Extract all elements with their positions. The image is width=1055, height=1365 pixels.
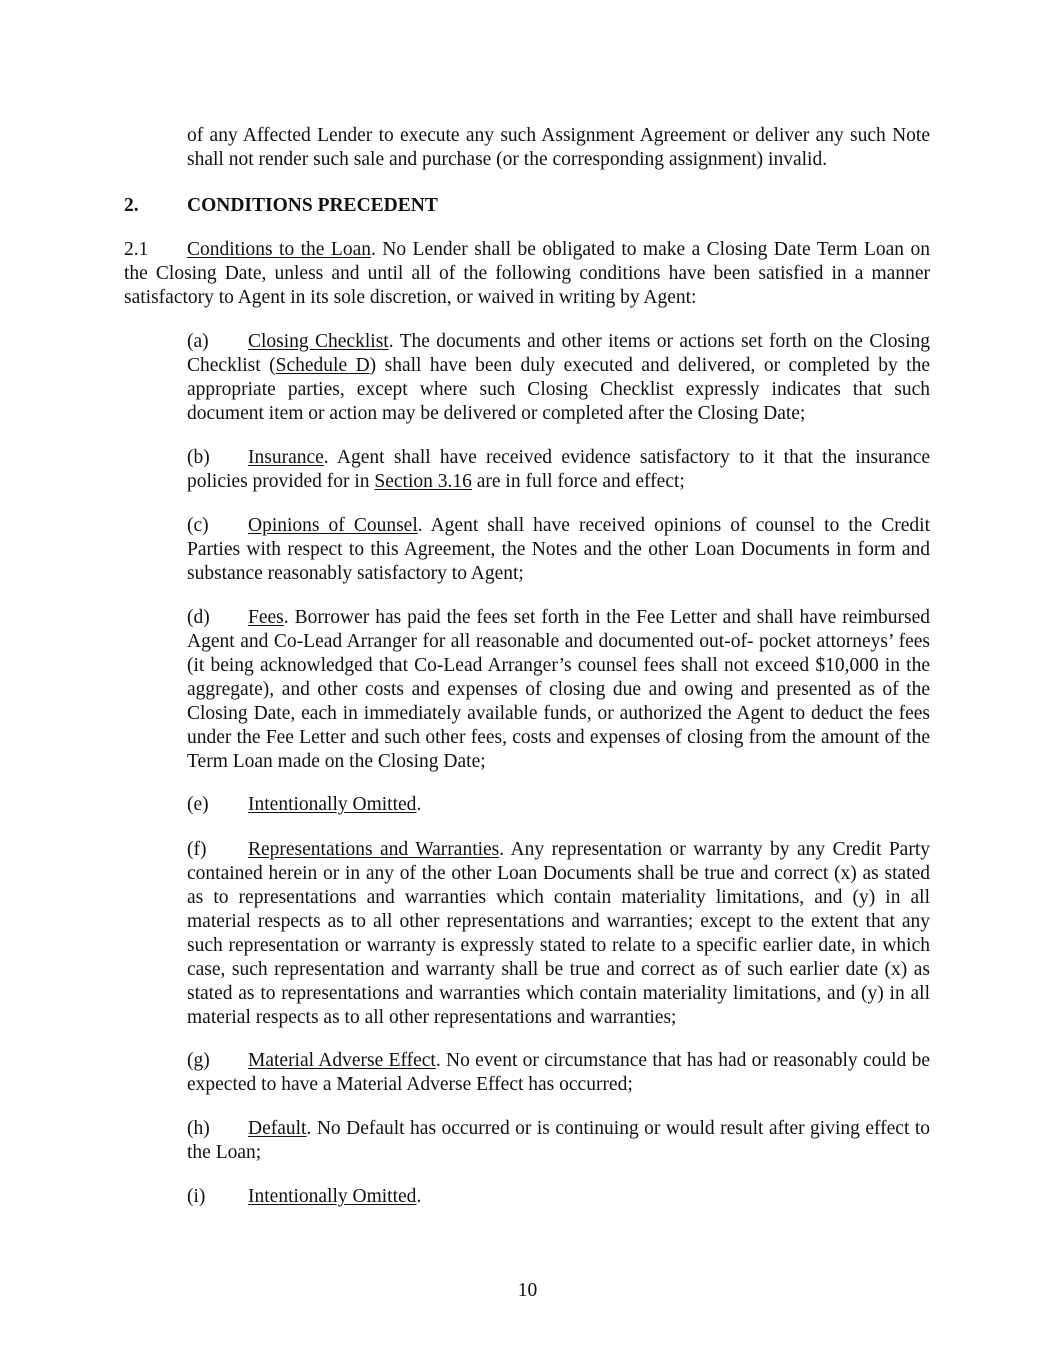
item-label: (h) xyxy=(187,1118,210,1139)
continuation-paragraph xyxy=(187,124,930,172)
section-number: 2. xyxy=(124,195,139,216)
item-label: (d) xyxy=(187,607,210,628)
item-text: . No Default has occurred or is continuing or would result after giving effect to the Loan; xyxy=(187,1118,930,1163)
subsection-heading: Conditions to the Loan xyxy=(187,239,371,260)
item-heading: Opinions of Counsel xyxy=(248,515,418,536)
item-d xyxy=(187,606,930,774)
item-text: are in full force and effect; xyxy=(471,471,685,492)
item-label: (b) xyxy=(187,447,210,468)
item-c xyxy=(187,514,930,586)
item-text: . No event or circumstance that has had or reasonably could be expected to have a Material Adverse Effect has occurred; xyxy=(187,1050,930,1095)
item-heading: Intentionally Omitted xyxy=(248,794,417,815)
item-label: (g) xyxy=(187,1050,210,1071)
item-f xyxy=(187,838,930,1030)
item-h xyxy=(187,1117,930,1165)
item-text: . xyxy=(416,1186,422,1207)
item-g xyxy=(187,1049,930,1097)
cross-reference: Schedule D xyxy=(275,355,370,376)
item-text: . The documents and other items or actions set forth on the Closing Checklist ( xyxy=(187,331,930,376)
item-heading: Intentionally Omitted xyxy=(248,1186,417,1207)
item-a xyxy=(187,330,930,426)
item-heading: Representations and Warranties xyxy=(248,839,500,860)
subsection-text: . No Lender shall be obligated to make a Closing Date Term Loan on the Closing Date, unless and until all of the following conditions have been satisfied in a manner satisfactory to Agent in its sole discretion, or waived in writing by Agent: xyxy=(124,239,930,308)
subsection-number: 2.1 xyxy=(124,239,149,260)
item-label: (a) xyxy=(187,331,209,352)
item-text: . Any representation or warranty by any Credit Party contained herein or in any of the other Loan Documents shall be true and correct (x) as stated as to representations and warranties which contain materiality limitations, and (y) in all material respects as to all other representations and warranties; except to the extent that any such representation or warranty is expressly stated to relate to a specific earlier date, in which case, such representation and warranty shall be true and correct as of such earlier date (x) as stated as to representations and warranties which contain materiality limitations, and (y) in all material respects as to all other representations and warranties; xyxy=(187,839,930,1028)
page-number: 10 xyxy=(517,1280,538,1301)
item-heading: Insurance xyxy=(248,447,324,468)
item-label: (e) xyxy=(187,794,209,815)
item-i xyxy=(187,1185,930,1209)
item-heading: Closing Checklist xyxy=(248,331,389,352)
item-label: (i) xyxy=(187,1186,206,1207)
continuation-text: of any Affected Lender to execute any such Assignment Agreement or deliver any such Note shall not render such sale and purchase (or the corresponding assignment) invalid. xyxy=(187,125,930,170)
subsection-2-1 xyxy=(124,238,930,310)
item-b xyxy=(187,446,930,494)
item-heading: Material Adverse Effect xyxy=(248,1050,436,1071)
item-text: ) shall have been duly executed and delivered, or completed by the appropriate parties, except where such Closing Checklist expressly indicates that such document item or action may be delivered or completed after the Closing Date; xyxy=(187,355,931,424)
item-text: . Borrower has paid the fees set forth in the Fee Letter and shall have reimbursed Agent and Co-Lead Arranger for all reasonable and documented out-of- pocket attorneys’ fees (it being acknowledged that Co-Lead Arranger’s counsel fees shall not exceed $10,000 in the aggregate), and other costs and expenses of closing due and owing and presented as of the Closing Date, each in immediately available funds, or authorized the Agent to deduct the fees under the Fee Letter and such other fees, costs and expenses of closing from the amount of the Term Loan made on the Closing Date; xyxy=(187,607,930,772)
item-e xyxy=(187,793,930,817)
item-text: . xyxy=(416,794,422,815)
item-text: . Agent shall have received evidence satisfactory to it that the insurance policies provided for in xyxy=(187,447,930,492)
item-label: (c) xyxy=(187,515,209,536)
section-heading xyxy=(124,194,930,218)
item-heading: Default xyxy=(248,1118,307,1139)
item-heading: Fees xyxy=(248,607,284,628)
section-title: CONDITIONS PRECEDENT xyxy=(187,195,438,216)
item-text: . Agent shall have received opinions of counsel to the Credit Parties with respect to this Agreement, the Notes and the other Loan Documents in form and substance reasonably satisfactory to Agent; xyxy=(187,515,930,584)
cross-reference: Section 3.16 xyxy=(374,471,472,492)
item-label: (f) xyxy=(187,839,207,860)
